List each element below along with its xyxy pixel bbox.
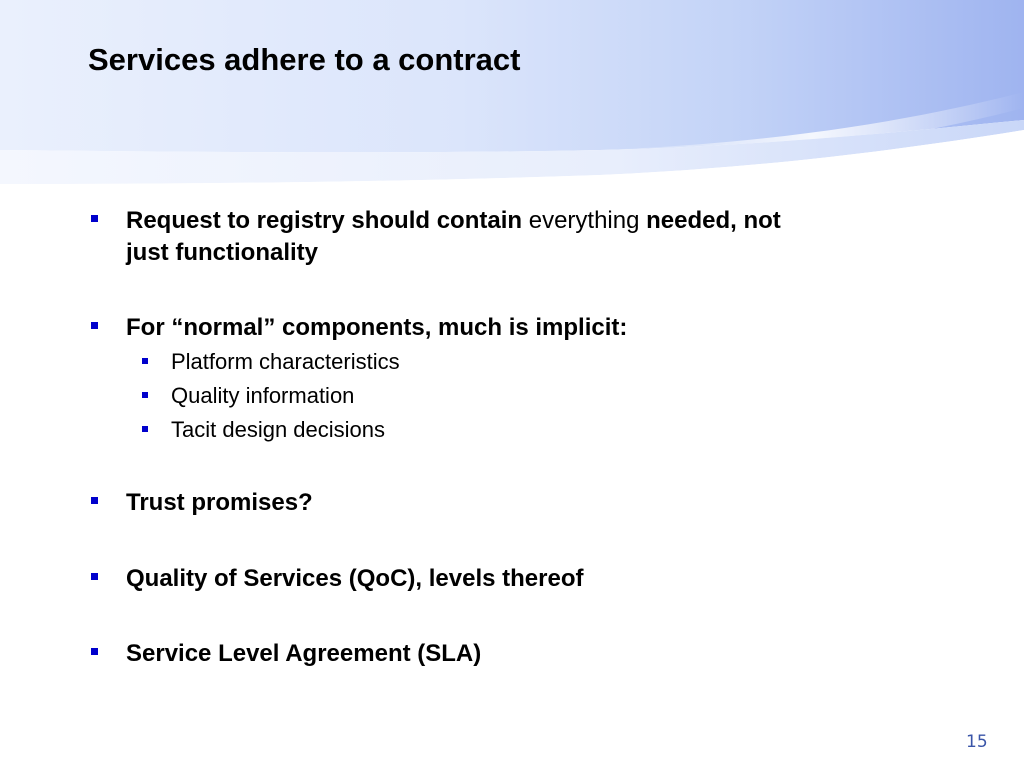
bullet-text: Trust promises? [126,489,313,516]
sub-bullet-text: Quality information [171,383,355,408]
bullet-text: Service Level Agreement (SLA) [126,640,482,667]
bullet-text: For “normal” components, much is implicit: [126,314,628,341]
bullet-square-icon [91,573,98,580]
bullet-square-icon [91,322,98,329]
bullet-text-bold: Request to registry should contain [126,207,523,234]
bullet-text-continuation: just functionality [126,239,318,266]
bullet-square-icon [91,648,98,655]
bullet-square-icon [91,497,98,504]
bullet-text [126,205,781,237]
bullet-text-normal: everything [528,207,640,234]
page-number: 15 [966,732,988,752]
sub-bullet-text: Platform characteristics [171,349,400,374]
slide-title: Services adhere to a contract [88,42,521,77]
bullet-text: Quality of Services (QoC), levels thereof [126,565,584,592]
header-decoration [0,0,1024,190]
bullet-square-icon [91,215,98,222]
sub-bullet-square-icon [142,426,148,432]
sub-bullet-text: Tacit design decisions [171,417,386,442]
bullet-text-bold: needed, not [646,207,781,234]
sub-bullet-square-icon [142,358,148,364]
sub-bullet-square-icon [142,392,148,398]
